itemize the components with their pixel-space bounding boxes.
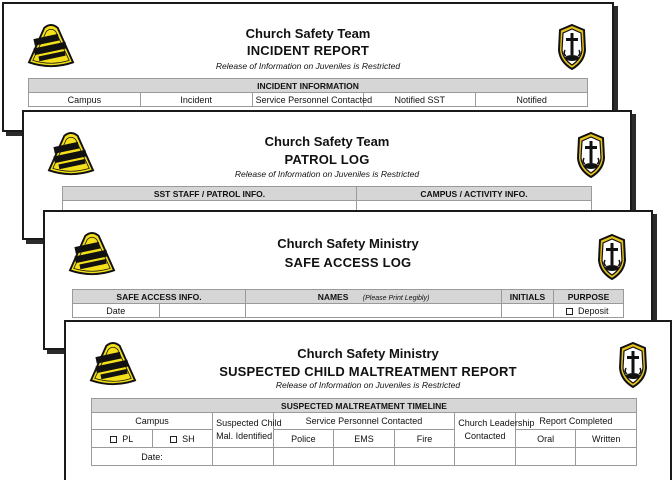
document-title: PATROL LOG [284, 152, 370, 167]
service-option-ems: EMS [334, 430, 395, 448]
report-option-oral: Oral [515, 430, 576, 448]
service-personnel-header: Service Personnel Contacted [273, 413, 455, 430]
document-title: INCIDENT REPORT [246, 43, 370, 58]
column-header-campus: Campus [29, 93, 141, 107]
header-names-hint: (Please Print Legibly) [362, 294, 430, 302]
pl-checkbox[interactable] [110, 436, 117, 443]
section-header-campus: CAMPUS / ACTIVITY INFO. [357, 187, 592, 201]
report-completed-header: Report Completed [515, 413, 636, 430]
cross-shield-crest-icon [597, 234, 627, 280]
header-initials: INITIALS [502, 290, 554, 304]
campus-option-pl: PL [92, 430, 153, 448]
column-header-notified: Notified [476, 93, 588, 107]
maltreatment-timeline-table [91, 398, 637, 466]
column-header-incident: Incident [140, 93, 252, 107]
leadership-entry-cell[interactable] [455, 448, 516, 466]
leadership-header: Church Leadership Contacted [455, 413, 516, 448]
org-name: Church Safety Team [264, 134, 390, 149]
identified-entry-cell[interactable] [213, 448, 274, 466]
police-entry-cell[interactable] [273, 448, 334, 466]
document-title: SAFE ACCESS LOG [284, 255, 412, 270]
ems-entry-cell[interactable] [334, 448, 395, 466]
section-header: INCIDENT INFORMATION [29, 79, 588, 93]
restriction-note: Release of Information on Juveniles is Restricted [234, 169, 420, 179]
header-names-label: NAMES [317, 291, 349, 302]
org-name: Church Safety Ministry [297, 346, 439, 361]
header-purpose: PURPOSE [554, 290, 624, 304]
section-header: SUSPECTED MALTREATMENT TIMELINE [92, 399, 637, 413]
date-label: Date [73, 304, 160, 318]
column-header-service-personnel: Service Personnel Contacted [252, 93, 364, 107]
fire-entry-cell[interactable] [394, 448, 455, 466]
deposit-checkbox[interactable] [566, 308, 573, 315]
header-safe-access-info: SAFE ACCESS INFO. [73, 290, 246, 304]
names-entry-cell[interactable] [246, 304, 502, 318]
safe-access-table [72, 289, 624, 318]
restriction-note: Release of Information on Juveniles is Restricted [215, 61, 401, 71]
campus-header: Campus [92, 413, 213, 430]
org-name: Church Safety Team [245, 26, 371, 41]
section-header-staff: SST STAFF / PATROL INFO. [63, 187, 357, 201]
service-option-police: Police [273, 430, 334, 448]
cross-shield-crest-icon [618, 342, 648, 388]
date-label: Date: [92, 448, 213, 466]
report-option-written: Written [576, 430, 637, 448]
org-name: Church Safety Ministry [277, 236, 419, 251]
date-entry-cell[interactable] [159, 304, 246, 318]
service-option-fire: Fire [394, 430, 455, 448]
cross-shield-crest-icon [557, 24, 587, 70]
maltreatment-report-page [64, 320, 672, 480]
header-names [246, 290, 502, 304]
document-title: SUSPECTED CHILD MALTREATMENT REPORT [219, 364, 517, 379]
deposit-label: Deposit [578, 305, 609, 316]
incident-info-table [28, 78, 588, 107]
restriction-note: Release of Information on Juveniles is Restricted [275, 380, 461, 390]
written-entry-cell[interactable] [576, 448, 637, 466]
oral-entry-cell[interactable] [515, 448, 576, 466]
column-header-notified-sst: Notified SST [364, 93, 476, 107]
identified-header: Suspected Child Mal. Identified [213, 413, 274, 448]
sh-checkbox[interactable] [170, 436, 177, 443]
cross-shield-crest-icon [576, 132, 606, 178]
purpose-option [554, 304, 624, 318]
initials-entry-cell[interactable] [502, 304, 554, 318]
campus-option-sh: SH [152, 430, 213, 448]
